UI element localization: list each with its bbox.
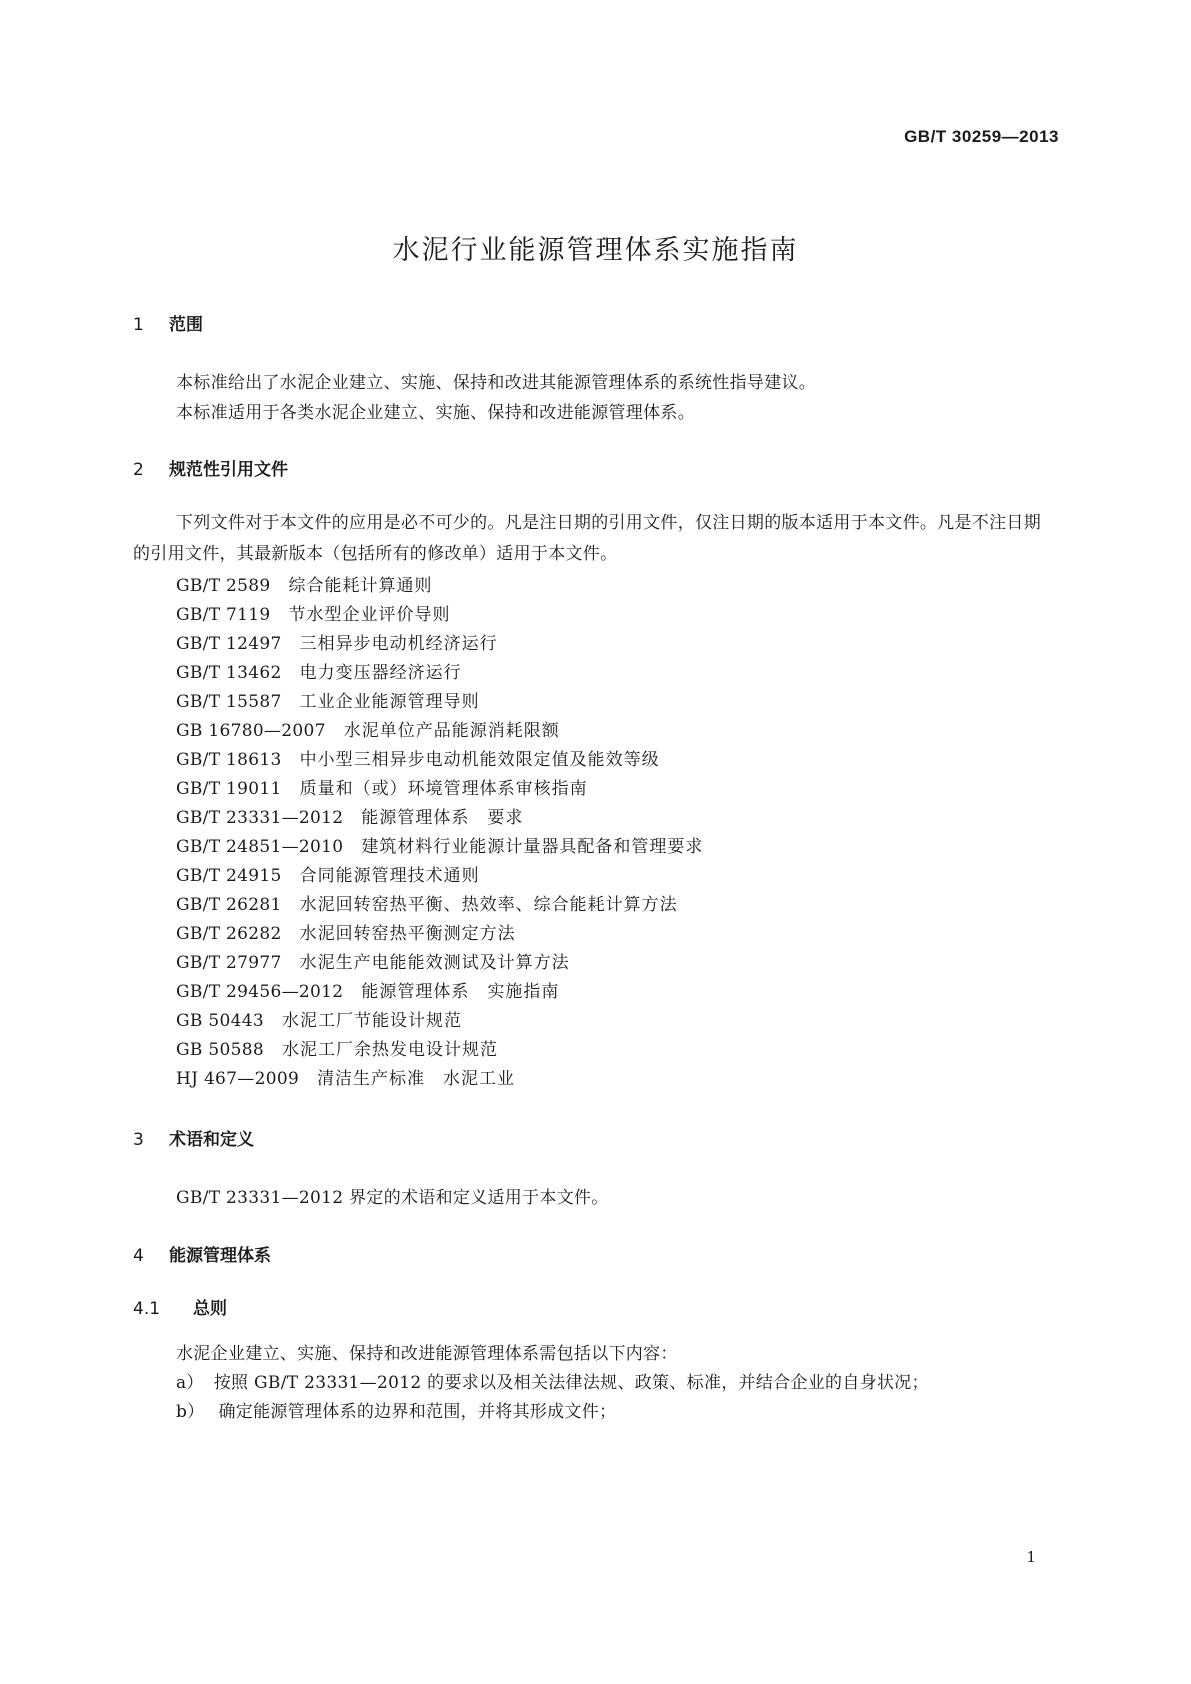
reference-code: HJ 467—2009: [176, 1069, 300, 1089]
reference-name: 能源管理体系 要求: [361, 808, 524, 828]
reference-code: GB/T 13462: [176, 663, 282, 683]
reference-code: GB 16780—2007: [176, 721, 326, 741]
reference-code: GB/T 26281: [176, 895, 282, 915]
reference-code: GB/T 24851—2010: [176, 837, 344, 857]
reference-code: GB/T 26282: [176, 924, 282, 944]
section-title: 术语和定义: [169, 1130, 254, 1150]
reference-code: GB/T 12497: [176, 634, 282, 654]
section-1-heading: [133, 310, 203, 335]
reference-item: [176, 977, 559, 1002]
reference-name: 水泥回转窑热平衡测定方法: [299, 924, 516, 944]
subsection-title: 总则: [193, 1299, 227, 1319]
reference-name: 水泥工厂余热发电设计规范: [281, 1040, 498, 1060]
paragraph: GB/T 23331—2012 界定的术语和定义适用于本文件。: [176, 1188, 609, 1208]
section-title: 规范性引用文件: [169, 460, 288, 480]
section-number: 4: [133, 1246, 144, 1266]
reference-item: [176, 658, 462, 683]
reference-code: GB 50443: [176, 1011, 264, 1031]
subsection-number: 4.1: [133, 1299, 161, 1319]
reference-name: 水泥工厂节能设计规范: [281, 1011, 462, 1031]
reference-code: GB/T 29456—2012: [176, 982, 344, 1002]
reference-name: 三相异步电动机经济运行: [299, 634, 498, 654]
list-item: [176, 1397, 616, 1422]
reference-name: 工业企业能源管理导则: [299, 692, 480, 712]
document-title: 水泥行业能源管理体系实施指南: [392, 235, 799, 266]
reference-code: GB/T 15587: [176, 692, 282, 712]
reference-name: 水泥回转窑热平衡、热效率、综合能耗计算方法: [299, 895, 678, 915]
paragraph: 下列文件对于本文件的应用是必不可少的。凡是注日期的引用文件，仅注日期的版本适用于本文件。凡是不注日期的引用文件，其最新版本（包括所有的修改单）适用于本文件。: [133, 513, 1041, 564]
reference-name: 能源管理体系 实施指南: [361, 982, 560, 1002]
reference-item: [176, 629, 498, 654]
reference-code: GB/T 27977: [176, 953, 282, 973]
reference-item: [176, 832, 703, 857]
reference-item: [176, 600, 451, 625]
reference-name: 合同能源管理技术通则: [299, 866, 480, 886]
reference-item: [176, 774, 588, 799]
reference-item: [176, 803, 523, 828]
reference-code: GB/T 24915: [176, 866, 282, 886]
list-item-text: 按照 GB/T 23331—2012 的要求以及相关法律法规、政策、标准，并结合企业的自身状况；: [213, 1373, 929, 1393]
section-4-heading: [133, 1241, 271, 1266]
reference-code: GB/T 18613: [176, 750, 282, 770]
reference-item: [176, 571, 433, 596]
reference-item: [176, 1035, 498, 1060]
reference-name: 清洁生产标准 水泥工业: [317, 1069, 516, 1089]
reference-code: GB 50588: [176, 1040, 264, 1060]
page-number: 1: [1026, 1548, 1036, 1566]
reference-code: GB/T 7119: [176, 605, 271, 625]
section-number: 1: [133, 315, 144, 335]
reference-item: [176, 1006, 462, 1031]
reference-code: GB/T 23331—2012: [176, 808, 344, 828]
reference-code: GB/T 19011: [176, 779, 282, 799]
list-item-label: b）: [176, 1402, 205, 1422]
reference-item: [176, 890, 678, 915]
section-3-heading: [133, 1125, 254, 1150]
subsection-4-1-heading: [133, 1294, 227, 1319]
reference-item: [176, 919, 516, 944]
reference-name: 建筑材料行业能源计量器具配备和管理要求: [361, 837, 704, 857]
section-2-heading: [133, 455, 288, 480]
reference-item: [176, 716, 560, 741]
reference-item: [176, 745, 660, 770]
section-number: 2: [133, 460, 144, 480]
section-title: 范围: [169, 315, 203, 335]
list-item-label: a）: [176, 1373, 204, 1393]
reference-name: 综合能耗计算通则: [288, 576, 433, 596]
reference-name: 节水型企业评价导则: [288, 605, 451, 625]
list-item: [176, 1368, 929, 1393]
reference-name: 水泥生产电能能效测试及计算方法: [299, 953, 570, 973]
reference-name: 水泥单位产品能源消耗限额: [343, 721, 560, 741]
standard-code: GB/T 30259—2013: [904, 127, 1059, 146]
reference-item: [176, 861, 480, 886]
reference-item: [176, 687, 480, 712]
paragraph: 水泥企业建立、实施、保持和改进能源管理体系需包括以下内容：: [176, 1344, 678, 1364]
reference-item: [176, 948, 570, 973]
reference-item: [176, 1064, 515, 1089]
reference-code: GB/T 2589: [176, 576, 271, 596]
section-title: 能源管理体系: [169, 1246, 271, 1266]
paragraph: 本标准给出了水泥企业建立、实施、保持和改进其能源管理体系的系统性指导建议。: [176, 373, 817, 393]
reference-name: 质量和（或）环境管理体系审核指南: [299, 779, 588, 799]
paragraph: 本标准适用于各类水泥企业建立、实施、保持和改进能源管理体系。: [176, 403, 695, 423]
reference-name: 中小型三相异步电动机能效限定值及能效等级: [299, 750, 660, 770]
reference-name: 电力变压器经济运行: [299, 663, 462, 683]
list-item-text: 确定能源管理体系的边界和范围，并将其形成文件；: [218, 1402, 617, 1422]
section-number: 3: [133, 1130, 144, 1150]
